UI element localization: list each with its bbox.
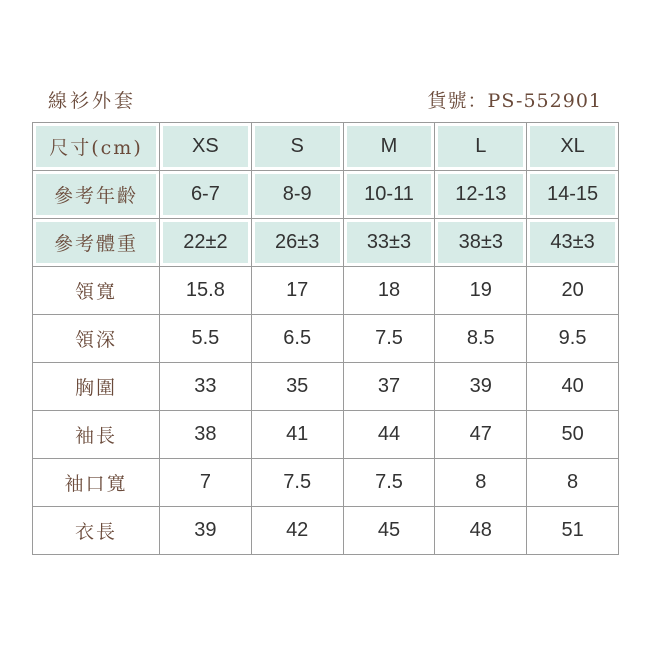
table-cell: 12-13 xyxy=(435,171,527,219)
table-cell: 6.5 xyxy=(251,315,343,363)
table-cell: 26±3 xyxy=(251,219,343,267)
table-cell: 15.8 xyxy=(160,267,252,315)
table-cell: 7.5 xyxy=(343,315,435,363)
header-label: 尺寸(cm) xyxy=(33,123,160,171)
table-cell: 35 xyxy=(251,363,343,411)
table-cell: 7.5 xyxy=(343,459,435,507)
size-xs: XS xyxy=(160,123,252,171)
row-label: 衣長 xyxy=(33,507,160,555)
row-label: 領深 xyxy=(33,315,160,363)
size-xl: XL xyxy=(527,123,619,171)
table-cell: 5.5 xyxy=(160,315,252,363)
table-cell: 14-15 xyxy=(527,171,619,219)
table-cell: 20 xyxy=(527,267,619,315)
table-cell: 33±3 xyxy=(343,219,435,267)
row-label: 胸圍 xyxy=(33,363,160,411)
table-row xyxy=(33,411,619,459)
table-cell: 8.5 xyxy=(435,315,527,363)
row-label: 袖長 xyxy=(33,411,160,459)
table-cell: 38 xyxy=(160,411,252,459)
table-cell: 38±3 xyxy=(435,219,527,267)
row-label: 領寬 xyxy=(33,267,160,315)
table-cell: 45 xyxy=(343,507,435,555)
table-row xyxy=(33,315,619,363)
product-title: 線衫外套 xyxy=(48,90,137,112)
table-cell: 17 xyxy=(251,267,343,315)
table-cell: 44 xyxy=(343,411,435,459)
table-cell: 40 xyxy=(527,363,619,411)
table-cell: 18 xyxy=(343,267,435,315)
table-row xyxy=(33,507,619,555)
size-m: M xyxy=(343,123,435,171)
product-code: 貨號：PS-552901 xyxy=(427,90,602,112)
table-cell: 48 xyxy=(435,507,527,555)
table-cell: 41 xyxy=(251,411,343,459)
table-cell: 19 xyxy=(435,267,527,315)
table-row xyxy=(33,219,619,267)
table-cell: 51 xyxy=(527,507,619,555)
size-table xyxy=(32,122,619,555)
table-cell: 10-11 xyxy=(343,171,435,219)
table-row xyxy=(33,363,619,411)
table-cell: 7.5 xyxy=(251,459,343,507)
row-label: 參考體重 xyxy=(33,219,160,267)
header-row xyxy=(33,123,619,171)
table-cell: 37 xyxy=(343,363,435,411)
row-label: 參考年齡 xyxy=(33,171,160,219)
table-cell: 8 xyxy=(527,459,619,507)
row-label: 袖口寬 xyxy=(33,459,160,507)
table-cell: 22±2 xyxy=(160,219,252,267)
table-cell: 47 xyxy=(435,411,527,459)
table-cell: 43±3 xyxy=(527,219,619,267)
table-cell: 33 xyxy=(160,363,252,411)
size-chart xyxy=(32,122,618,558)
size-s: S xyxy=(251,123,343,171)
table-cell: 42 xyxy=(251,507,343,555)
table-cell: 7 xyxy=(160,459,252,507)
table-cell: 39 xyxy=(160,507,252,555)
table-cell: 8-9 xyxy=(251,171,343,219)
table-cell: 8 xyxy=(435,459,527,507)
table-cell: 50 xyxy=(527,411,619,459)
size-l: L xyxy=(435,123,527,171)
table-row xyxy=(33,267,619,315)
table-cell: 39 xyxy=(435,363,527,411)
table-row xyxy=(33,171,619,219)
table-cell: 9.5 xyxy=(527,315,619,363)
table-row xyxy=(33,459,619,507)
table-cell: 6-7 xyxy=(160,171,252,219)
